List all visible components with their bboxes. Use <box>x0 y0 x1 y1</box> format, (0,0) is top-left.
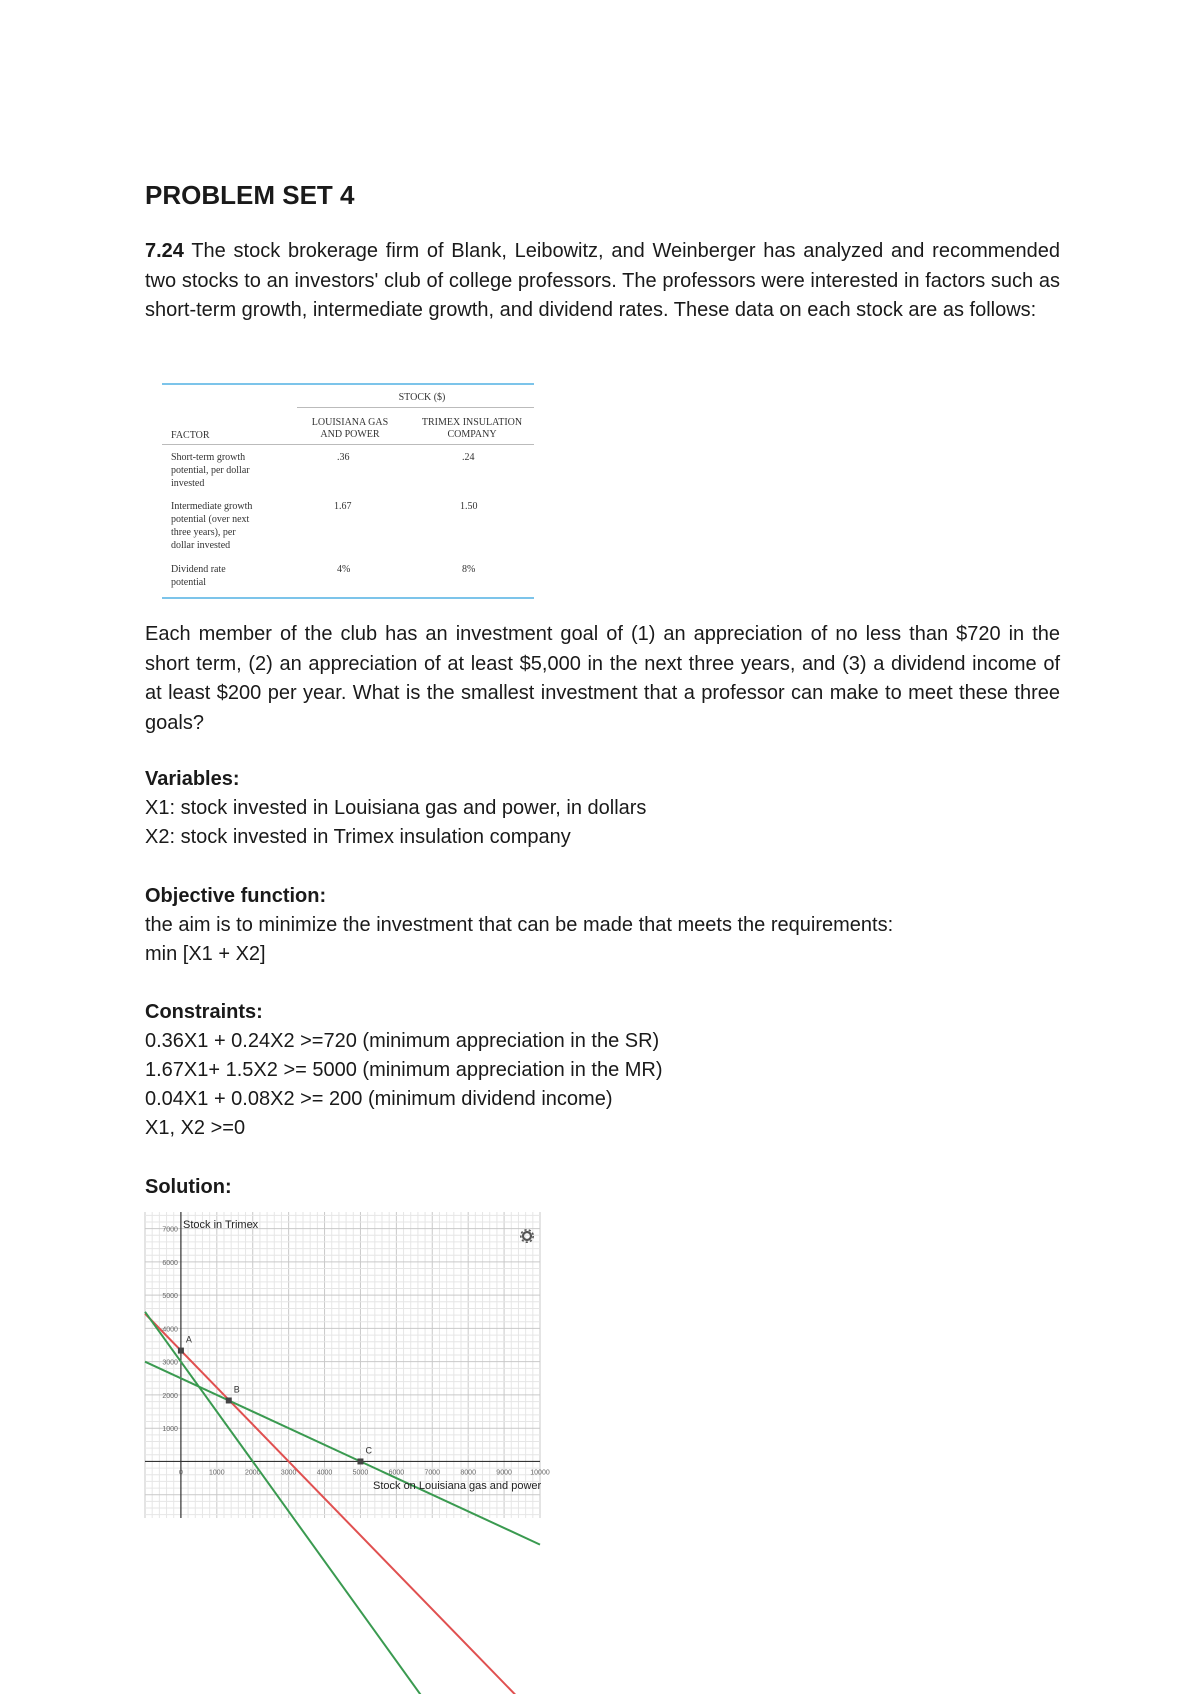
table-group-rule <box>297 407 534 408</box>
table-row-1-factor-b: potential, per dollar <box>171 465 250 476</box>
settings-icon[interactable] <box>521 1230 533 1242</box>
table-bottom-rule <box>162 597 534 599</box>
y-tick-label: 4000 <box>162 1326 178 1334</box>
x-tick-label: 6000 <box>388 1469 405 1477</box>
table-row-2-factor-c: three years), per <box>171 527 236 538</box>
constraint-line-2 <box>145 1312 540 1694</box>
solution-graph <box>145 1212 550 1518</box>
vertex-label-B: B <box>233 1384 240 1395</box>
table-header-rule <box>162 444 534 445</box>
chart-ticks <box>162 1227 550 1477</box>
table-row-3-value-1: 4% <box>337 564 351 575</box>
page-title: PROBLEM SET 4 <box>145 180 355 210</box>
x-tick-label: 3000 <box>280 1469 297 1477</box>
vertex-label-A: A <box>185 1334 192 1345</box>
constraint-1: 0.36X1 + 0.24X2 >=720 (minimum appreciation in the SR) <box>145 1030 660 1052</box>
constraint-3: 0.04X1 + 0.08X2 >= 200 (minimum dividend income) <box>145 1088 613 1110</box>
table-row-2-factor-d: dollar invested <box>171 540 231 551</box>
x-tick-label: 10000 <box>530 1469 550 1477</box>
constraint-line-1 <box>145 1314 540 1694</box>
x-tick-label: 1000 <box>209 1469 225 1477</box>
chart-xlabel: Stock on Louisiana gas and power <box>373 1480 542 1492</box>
problem-number: 7.24 <box>145 240 184 262</box>
table-col-1-header-a: LOUISIANA GAS <box>311 417 389 428</box>
table-row-3-factor-b: potential <box>171 577 206 588</box>
x-tick-label: 4000 <box>316 1469 333 1477</box>
objective-formula: min [X1 + X2] <box>145 943 266 965</box>
table-factor-header: FACTOR <box>171 430 210 441</box>
vertex-label-C: C <box>365 1445 372 1456</box>
x-tick-label: 7000 <box>424 1469 441 1477</box>
table-col-2-header-a: TRIMEX INSULATION <box>421 417 523 428</box>
vertex-point-A <box>178 1348 184 1354</box>
vertex-point-B <box>226 1397 232 1403</box>
x-tick-label: 0 <box>178 1469 183 1477</box>
table-row-3-value-2: 8% <box>462 564 476 575</box>
table-row-1-factor-a: Short-term growth <box>171 452 246 463</box>
variable-x1: X1: stock invested in Louisiana gas and power, in dollars <box>145 797 647 819</box>
table-top-rule <box>162 383 534 385</box>
solution-label: Solution: <box>145 1176 232 1198</box>
problem-text: The stock brokerage firm of Blank, Leibowitz, and Weinberger has analyzed and recommended two stocks to an investors' club of college professors. The professors were interested in factors such as short-term growth, intermediate growth, and dividend rates. These data on each stock are as follows: <box>145 240 1060 321</box>
table-row-2-factor-b: potential (over next <box>171 514 250 525</box>
constraints-label: Constraints: <box>145 1001 263 1023</box>
chart-lines <box>145 1312 540 1694</box>
goal-paragraph: Each member of the club has an investment goal of (1) an appreciation of no less than $720 in the short term, (2) an appreciation of at least $5,000 in the next three years, and (3) a dividend income of at least $200 per year. What is the smallest investment that a professor can make to meet these three goals? <box>145 623 1060 734</box>
x-tick-label: 2000 <box>244 1469 261 1477</box>
table-group-header: STOCK ($) <box>398 392 446 403</box>
table-row-1-value-1: .36 <box>337 452 350 463</box>
objective-label: Objective function: <box>145 885 327 907</box>
y-tick-label: 6000 <box>162 1259 178 1267</box>
variables-label: Variables: <box>145 768 240 790</box>
table-row-1-factor-c: invested <box>171 478 205 489</box>
x-tick-label: 9000 <box>496 1469 512 1477</box>
vertex-point-C <box>357 1458 363 1464</box>
table-col-1-header-b: AND POWER <box>320 429 380 440</box>
table-row-3-factor-a: Dividend rate <box>171 564 226 575</box>
chart-grid <box>145 1212 540 1518</box>
y-tick-label: 2000 <box>162 1392 178 1400</box>
y-tick-label: 7000 <box>162 1226 178 1234</box>
objective-text: the aim is to minimize the investment that can be made that meets the requirements: <box>145 914 894 936</box>
y-tick-label: 3000 <box>162 1359 178 1367</box>
x-tick-label: 5000 <box>352 1469 369 1477</box>
table-col-2-header-b: COMPANY <box>447 429 497 440</box>
variable-x2: X2: stock invested in Trimex insulation company <box>145 826 571 848</box>
constraint-2: 1.67X1+ 1.5X2 >= 5000 (minimum appreciation in the MR) <box>145 1059 663 1081</box>
table-row-1-value-2: .24 <box>462 452 475 463</box>
constraint-4: X1, X2 >=0 <box>145 1117 246 1139</box>
chart-axes <box>145 1212 540 1518</box>
chart-ylabel: Stock in Trimex <box>183 1219 259 1231</box>
table-row-2-value-1: 1.67 <box>334 501 352 512</box>
stock-data-table <box>162 383 534 601</box>
x-tick-label: 8000 <box>460 1469 476 1477</box>
table-row-2-value-2: 1.50 <box>460 501 478 512</box>
y-tick-label: 1000 <box>162 1426 178 1434</box>
table-row-2-factor-a: Intermediate growth <box>171 501 253 512</box>
y-tick-label: 5000 <box>162 1293 178 1301</box>
problem-statement <box>145 237 1060 326</box>
